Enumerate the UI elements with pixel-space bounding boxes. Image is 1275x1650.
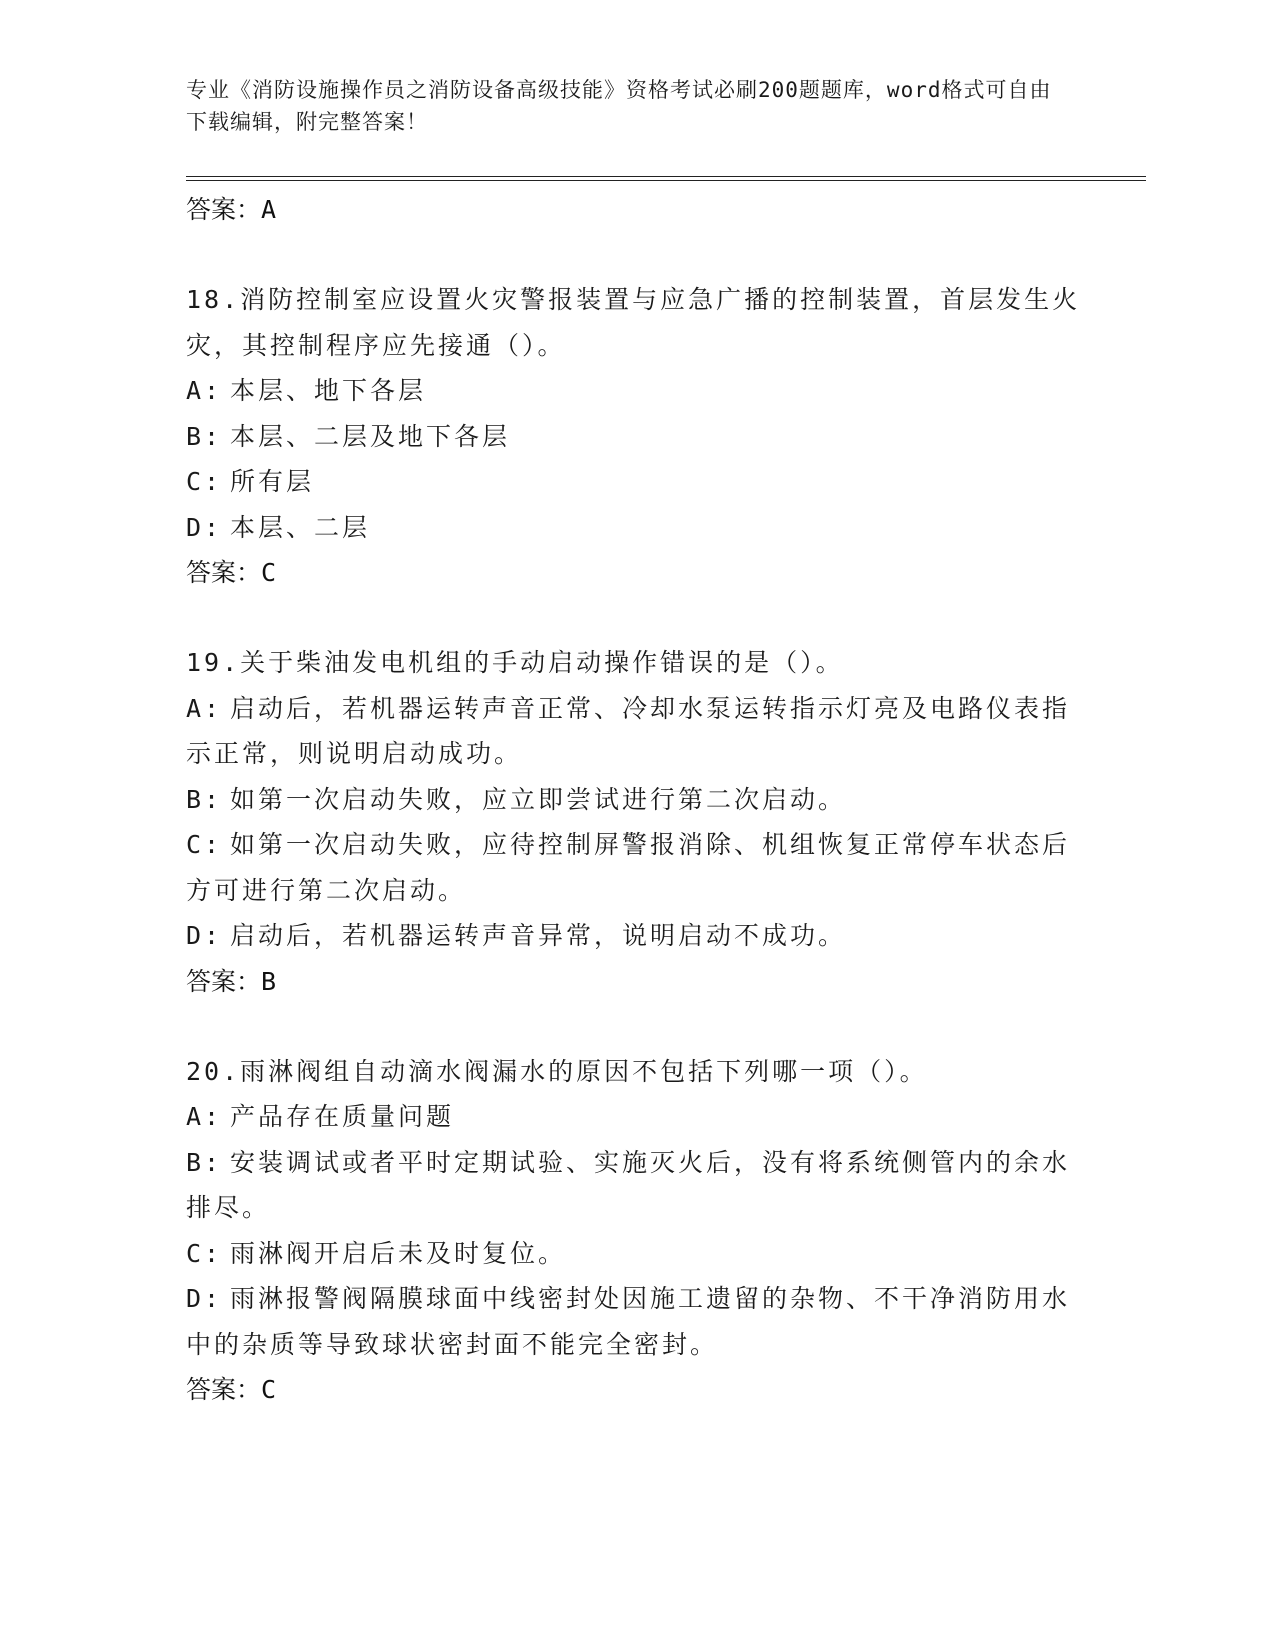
option-b [186,1140,1086,1231]
option-a [186,1094,1086,1140]
question-item [186,640,1086,1004]
header-divider [186,176,1146,177]
header-divider-double [186,180,1146,181]
option-a [186,368,1086,414]
option-text: 如第一次启动失败，应立即尝试进行第二次启动。 [230,784,847,814]
answer-line [186,551,1086,595]
question-text: 18.消防控制室应设置火灾警报装置与应急广播的控制装置，首层发生火灾，其控制程序应先接通（）。 [186,285,1081,360]
question-text: 19.关于柴油发电机组的手动启动操作错误的是（）。 [186,648,844,677]
option-key: B: [186,421,223,451]
document-header: 专业《消防设施操作员之消防设备高级技能》资格考试必刷200题题库，word格式可自由下载编辑，附完整答案！ [186,78,1052,134]
option-key: A: [186,693,223,723]
option-key: D: [186,921,223,950]
question-item [186,1049,1086,1413]
answer-line [186,188,1086,232]
answer-value: A [261,195,277,224]
option-text: 启动后，若机器运转声音正常、冷却水泵运转指示灯亮及电路仪表指示正常，则说明启动成功。 [186,693,1071,768]
option-text: 如第一次启动失败，应待控制屏警报消除、机组恢复正常停车状态后方可进行第二次启动。 [186,830,1071,905]
answer-value: C [261,1375,277,1404]
answer-line [186,960,1086,1004]
option-text: 产品存在质量问题 [230,1102,455,1131]
option-key: A: [186,1102,223,1131]
option-key: A: [186,376,223,405]
option-key: B: [186,1147,223,1177]
option-text: 启动后，若机器运转声音异常，说明启动不成功。 [230,921,847,950]
answer-label: 答案： [186,1375,262,1404]
answer-value: C [261,558,277,587]
option-d [186,505,1086,551]
option-text: 本层、二层 [230,512,371,542]
question-item [186,277,1086,595]
option-text: 雨淋报警阀隔膜球面中线密封处因施工遗留的杂物、不干净消防用水中的杂质等导致球状密封面不能完全密封。 [186,1284,1071,1359]
option-c [186,459,1086,505]
option-a [186,686,1086,777]
answer-value: B [261,966,277,996]
option-text: 雨淋阀开启后未及时复位。 [230,1238,567,1268]
option-text: 安装调试或者平时定期试验、实施灭火后，没有将系统侧管内的余水排尽。 [186,1147,1071,1222]
option-key: C: [186,467,223,496]
option-text: 本层、地下各层 [230,376,427,405]
question-text: 20.雨淋阀组自动滴水阀漏水的原因不包括下列哪一项（）。 [186,1056,928,1086]
question-list [186,188,1086,1412]
answer-label: 答案： [186,558,262,587]
option-b [186,414,1086,460]
option-d [186,1276,1086,1367]
option-text: 所有层 [230,467,315,496]
option-d [186,913,1086,959]
option-c [186,822,1086,913]
answer-label: 答案： [186,966,262,996]
option-key: C: [186,1238,223,1268]
option-c [186,1231,1086,1277]
answer-line [186,1368,1086,1412]
option-key: D: [186,512,223,542]
option-text: 本层、二层及地下各层 [230,421,511,451]
option-key: C: [186,830,223,859]
option-b [186,777,1086,823]
option-key: D: [186,1284,223,1313]
answer-label: 答案： [186,195,262,224]
option-key: B: [186,784,223,814]
